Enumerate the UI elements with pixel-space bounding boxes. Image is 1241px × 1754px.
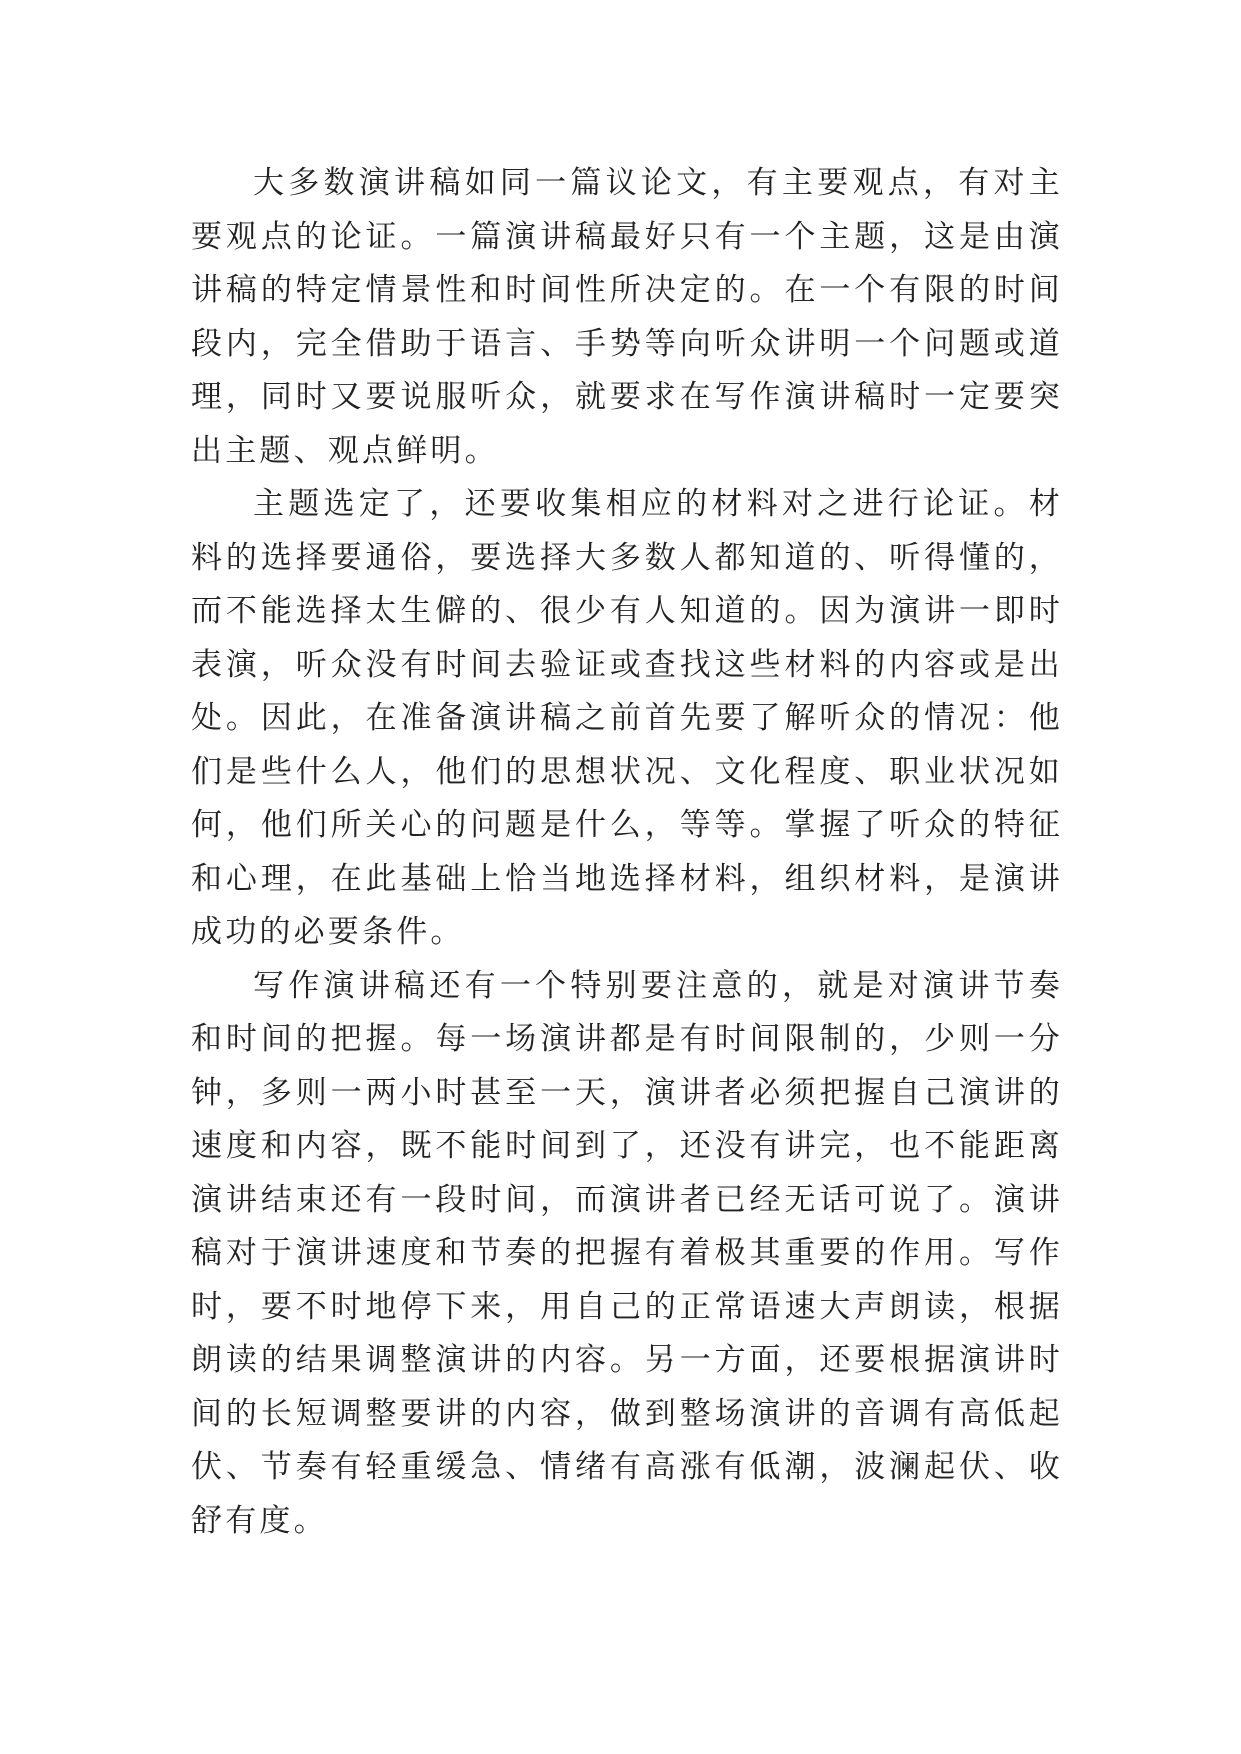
paragraph-1: 大多数演讲稿如同一篇议论文，有主要观点，有对主要观点的论证。一篇演讲稿最好只有一个主题，这是由演讲稿的特定情景性和时间性所决定的。在一个有限的时间段内，完全借助于语言、手势等向听众讲明一个问题或道理，同时又要说服听众，就要求在写作演讲稿时一定要突出主题、观点鲜明。 (191, 165, 1063, 469)
paragraph-2: 主题选定了，还要收集相应的材料对之进行论证。材料的选择要通俗，要选择大多数人都知道的、听得懂的，而不能选择太生僻的、很少有人知道的。因为演讲一即时表演，听众没有时间去验证或查找这些材料的内容或是出处。因此，在准备演讲稿之前首先要了解听众的情况：他们是些什么人，他们的思想状况、文化程度、职业状况如何，他们所关心的问题是什么，等等。掌握了听众的特征和心理，在此基础上恰当地选择材料，组织材料，是演讲成功的必要条件。 (191, 486, 1063, 950)
paragraph-3: 写作演讲稿还有一个特别要注意的，就是对演讲节奏和时间的把握。每一场演讲都是有时间限制的，少则一分钟，多则一两小时甚至一天，演讲者必须把握自己演讲的速度和内容，既不能时间到了，还没有讲完，也不能距离演讲结束还有一段时间，而演讲者已经无话可说了。演讲稿对于演讲速度和节奏的把握有着极其重要的作用。写作时，要不时地停下来，用自己的正常语速大声朗读，根据朗读的结果调整演讲的内容。另一方面，还要根据演讲时间的长短调整要讲的内容，做到整场演讲的音调有高低起伏、节奏有轻重缓急、情绪有高涨有低潮，波澜起伏、收舒有度。 (191, 967, 1063, 1539)
document-body (191, 157, 1063, 1548)
